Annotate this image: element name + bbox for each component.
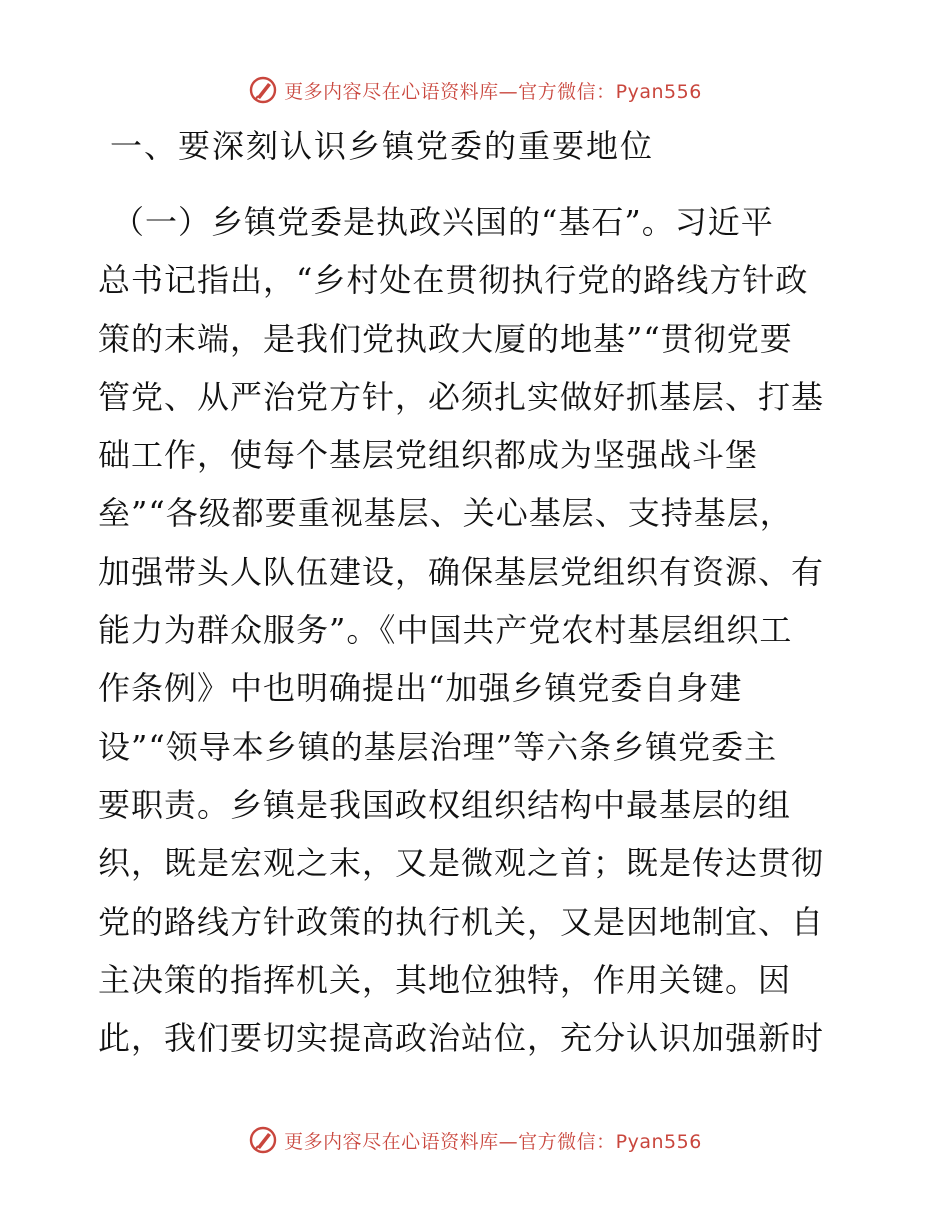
paragraph-line: 总书记指出，“乡村处在贯彻执行党的路线方针政 (98, 261, 809, 300)
footer-watermark (0, 1120, 950, 1160)
paragraph-line: 要职责。乡镇是我国政权组织结构中最基层的组 (98, 785, 792, 824)
paragraph-line: 此，我们要切实提高政治站位，充分认识加强新时 (98, 1019, 825, 1058)
watermark-text: 更多内容尽在心语资料库—官方微信：Pyan556 (284, 1130, 702, 1153)
paragraph-line: 作条例》中也明确提出“加强乡镇党委自身建 (98, 669, 743, 708)
paragraph-line: 能力为群众服务”。《中国共产党农村基层组织工 (98, 611, 793, 650)
paragraph-line: 础工作，使每个基层党组织都成为坚强战斗堡 (98, 436, 759, 475)
quill-pen-logo-icon (248, 75, 278, 105)
paragraph-line: 策的末端，是我们党执政大厦的地基”“贯彻党要 (98, 319, 793, 358)
paragraph-line: 设”“领导本乡镇的基层治理”等六条乡镇党委主 (98, 727, 778, 766)
paragraph-line: （一）乡镇党委是执政兴国的“基石”。习近平 (112, 203, 774, 241)
section-heading: 一、要深刻认识乡镇党委的重要地位 (110, 127, 655, 165)
paragraph-line: 主决策的指挥机关，其地位独特，作用关键。因 (98, 960, 792, 999)
paragraph-line: 垒”“各级都要重视基层、关心基层、支持基层， (98, 494, 793, 533)
paragraph-line: 加强带头人队伍建设，确保基层党组织有资源、有 (98, 552, 825, 591)
paragraph-line: 管党、从严治党方针，必须扎实做好抓基层、打基 (98, 377, 825, 416)
header-watermark (0, 70, 950, 110)
quill-pen-logo-icon (248, 1125, 278, 1155)
watermark-text: 更多内容尽在心语资料库—官方微信：Pyan556 (284, 80, 702, 103)
paragraph-line: 织，既是宏观之末，又是微观之首；既是传达贯彻 (98, 844, 825, 883)
body-paragraph (98, 193, 858, 1067)
paragraph-line: 党的路线方针政策的执行机关，又是因地制宜、自 (98, 902, 825, 941)
